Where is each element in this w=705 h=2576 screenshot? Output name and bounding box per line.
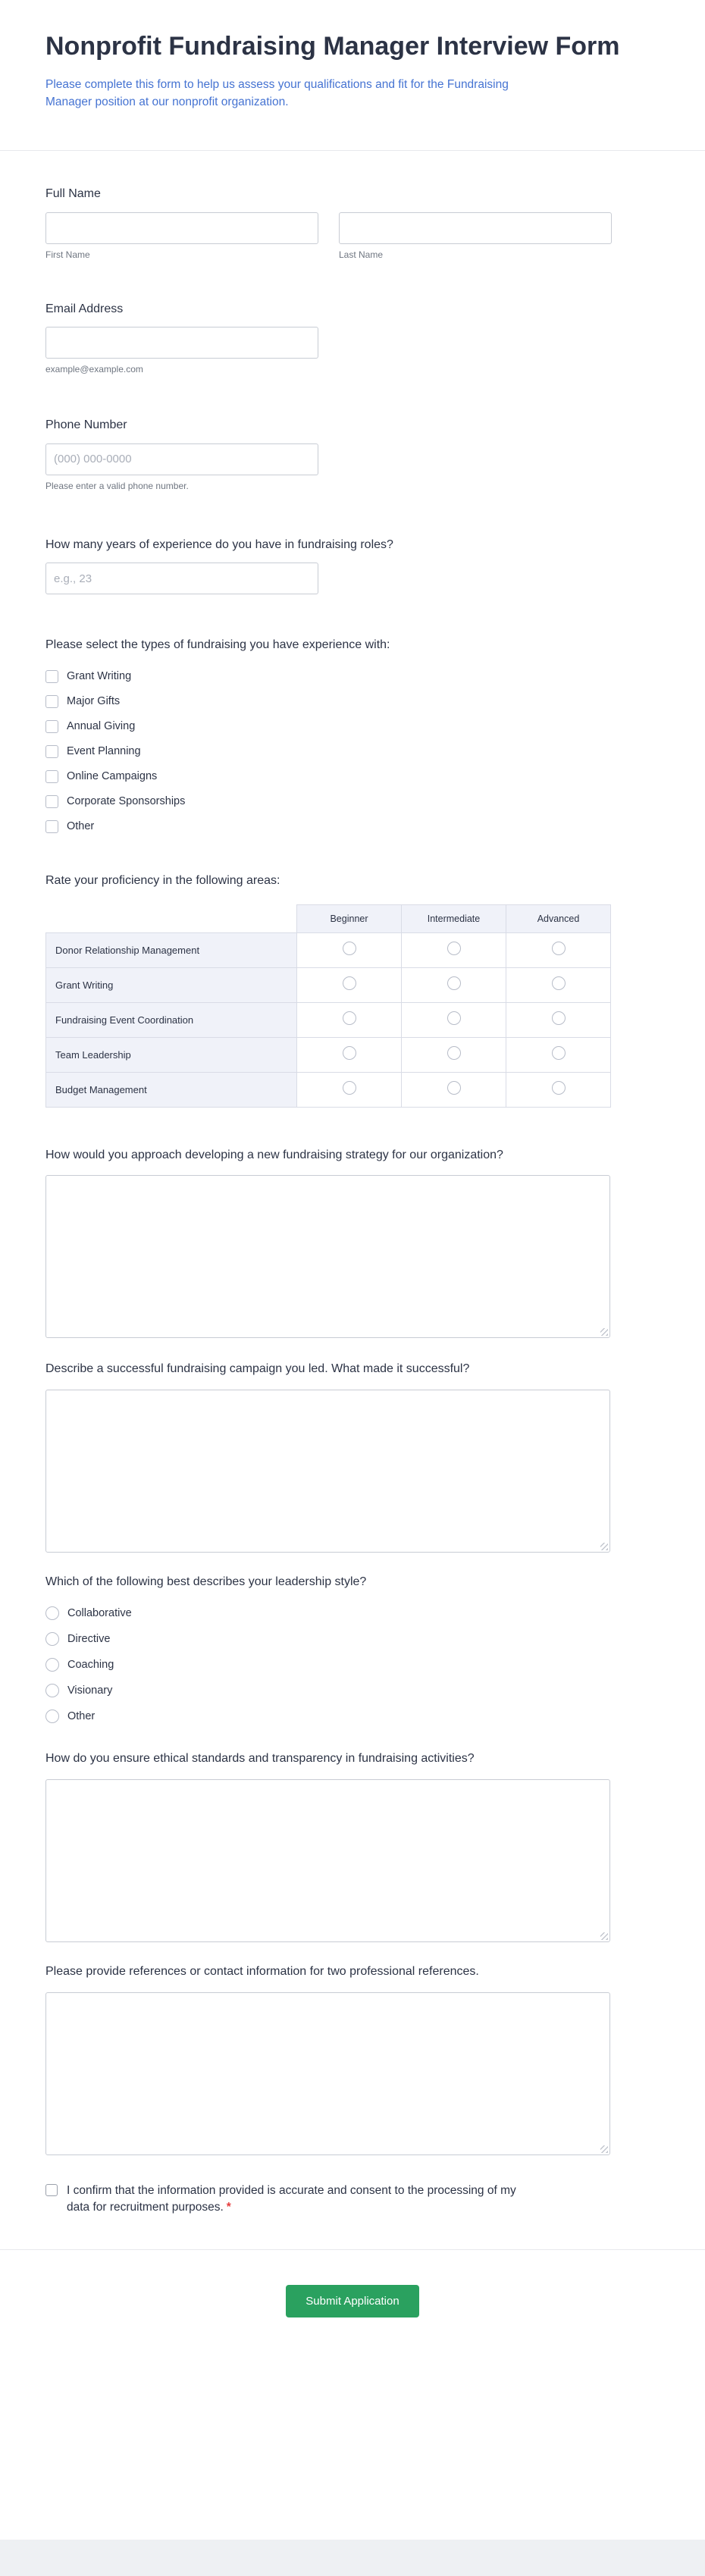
campaign-label: Describe a successful fundraising campaign you led. What made it successful? — [45, 1362, 470, 1376]
matrix-column-header: Beginner — [297, 904, 402, 932]
matrix-row — [46, 932, 611, 967]
consent-label: I confirm that the information provided is accurate and consent to the processing of my data for recruitment purposes. — [67, 2183, 516, 2214]
matrix-row — [46, 967, 611, 1002]
campaign-textarea[interactable] — [45, 1390, 610, 1553]
first-name-sublabel: First Name — [45, 249, 90, 260]
matrix-radio[interactable] — [447, 976, 461, 990]
matrix-row — [46, 1037, 611, 1072]
form-header — [0, 0, 705, 111]
checkbox-option-corporate-sponsorships[interactable] — [45, 789, 185, 814]
matrix-radio[interactable] — [447, 1011, 461, 1025]
experience-years-label: How many years of experience do you have in fundraising roles? — [45, 537, 393, 551]
field-references — [45, 1963, 660, 2155]
radio-option-other[interactable] — [45, 1703, 95, 1729]
email-label: Email Address — [45, 302, 124, 315]
checkbox[interactable] — [45, 795, 58, 808]
field-fundraising-types — [45, 637, 660, 839]
field-phone — [45, 417, 660, 491]
header-divider — [0, 150, 705, 151]
radio-option-label: Visionary — [67, 1684, 113, 1697]
radio-option-coaching[interactable] — [45, 1652, 114, 1678]
first-name-subfield — [45, 212, 318, 260]
email-input[interactable] — [45, 327, 318, 359]
matrix-radio[interactable] — [343, 1011, 356, 1025]
checkbox-option-label: Online Campaigns — [67, 770, 158, 783]
field-leadership-style — [45, 1574, 660, 1730]
phone-sublabel: Please enter a valid phone number. — [45, 480, 189, 491]
radio-option-label: Collaborative — [67, 1607, 132, 1620]
page-title: Nonprofit Fundraising Manager Interview Form — [45, 32, 620, 61]
matrix-row-label: Donor Relationship Management — [46, 932, 297, 967]
checkbox-option-label: Major Gifts — [67, 695, 121, 708]
checkbox-option-major-gifts[interactable] — [45, 689, 120, 714]
leadership-style-label: Which of the following best describes your leadership style? — [45, 1575, 367, 1588]
matrix-radio[interactable] — [552, 1081, 566, 1095]
radio[interactable] — [45, 1709, 59, 1723]
matrix-row-label: Grant Writing — [46, 967, 297, 1002]
form-subtitle: Please complete this form to help us assess your qualifications and fit for the Fundraising Manager position at our nonprofit organization. — [45, 77, 509, 108]
field-campaign — [45, 1361, 660, 1553]
radio[interactable] — [45, 1684, 59, 1697]
matrix-radio[interactable] — [552, 1011, 566, 1025]
matrix-row — [46, 1002, 611, 1037]
ethics-textarea[interactable] — [45, 1779, 610, 1942]
checkbox-option-grant-writing[interactable] — [45, 664, 131, 689]
submit-section — [0, 2249, 705, 2364]
references-textarea-wrap — [45, 1992, 610, 2155]
matrix-radio[interactable] — [343, 1081, 356, 1095]
radio[interactable] — [45, 1632, 59, 1646]
checkbox[interactable] — [45, 820, 58, 833]
consent-text — [67, 2183, 537, 2217]
form-body — [0, 186, 705, 2216]
field-full-name — [45, 186, 660, 260]
checkbox-option-other[interactable] — [45, 814, 94, 839]
field-strategy — [45, 1147, 660, 1339]
checkbox-option-label: Event Planning — [67, 745, 141, 758]
matrix-radio[interactable] — [552, 976, 566, 990]
radio-option-label: Other — [67, 1710, 96, 1723]
checkbox-option-event-planning[interactable] — [45, 739, 141, 764]
checkbox[interactable] — [45, 695, 58, 708]
matrix-corner-cell — [46, 904, 297, 932]
full-name-row — [45, 212, 660, 260]
checkbox-option-label: Grant Writing — [67, 670, 132, 683]
matrix-column-header: Intermediate — [402, 904, 506, 932]
matrix-row-label: Fundraising Event Coordination — [46, 1002, 297, 1037]
submit-button[interactable]: Submit Application — [286, 2285, 418, 2317]
consent-option[interactable] — [45, 2183, 576, 2217]
matrix-header-row — [46, 904, 611, 932]
fundraising-types-options — [45, 664, 660, 839]
references-label: Please provide references or contact information for two professional references. — [45, 1964, 479, 1978]
matrix-radio[interactable] — [343, 942, 356, 955]
radio-option-label: Directive — [67, 1633, 111, 1646]
last-name-sublabel: Last Name — [339, 249, 384, 260]
checkbox[interactable] — [45, 670, 58, 683]
references-textarea[interactable] — [45, 1992, 610, 2155]
checkbox-option-label: Corporate Sponsorships — [67, 795, 186, 808]
matrix-radio[interactable] — [447, 1081, 461, 1095]
ethics-textarea-wrap — [45, 1779, 610, 1942]
matrix-row — [46, 1072, 611, 1107]
checkbox-option-label: Other — [67, 820, 95, 833]
radio-option-directive[interactable] — [45, 1626, 110, 1652]
strategy-textarea-wrap — [45, 1175, 610, 1338]
radio-option-label: Coaching — [67, 1659, 114, 1672]
matrix-radio[interactable] — [447, 942, 461, 955]
checkbox[interactable] — [45, 720, 58, 733]
radio[interactable] — [45, 1658, 59, 1672]
full-name-label: Full Name — [45, 187, 101, 201]
matrix-radio[interactable] — [343, 1046, 356, 1060]
checkbox[interactable] — [45, 745, 58, 758]
required-asterisk: * — [226, 2201, 231, 2214]
radio-option-visionary[interactable] — [45, 1678, 112, 1703]
checkbox-option-label: Annual Giving — [67, 720, 136, 733]
matrix-radio[interactable] — [447, 1046, 461, 1060]
field-experience-years — [45, 537, 660, 595]
first-name-input[interactable] — [45, 212, 318, 244]
phone-input[interactable] — [45, 443, 318, 475]
ethics-label: How do you ensure ethical standards and transparency in fundraising activities? — [45, 1752, 475, 1766]
fundraising-types-label: Please select the types of fundraising you have experience with: — [45, 638, 390, 652]
field-ethics — [45, 1750, 660, 1942]
radio[interactable] — [45, 1606, 59, 1620]
field-proficiency-matrix — [45, 873, 660, 1108]
radio-option-collaborative[interactable] — [45, 1600, 132, 1626]
matrix-row-label: Team Leadership — [46, 1037, 297, 1072]
last-name-subfield — [339, 212, 612, 260]
field-consent — [45, 2183, 660, 2217]
matrix-radio[interactable] — [552, 1046, 566, 1060]
checkbox-option-online-campaigns[interactable] — [45, 764, 157, 789]
strategy-label: How would you approach developing a new fundraising strategy for our organization? — [45, 1148, 503, 1161]
checkbox-option-annual-giving[interactable] — [45, 714, 135, 739]
matrix-radio[interactable] — [343, 976, 356, 990]
checkbox[interactable] — [45, 770, 58, 783]
phone-label: Phone Number — [45, 418, 127, 432]
campaign-textarea-wrap — [45, 1390, 610, 1553]
proficiency-matrix-label: Rate your proficiency in the following areas: — [45, 873, 280, 887]
strategy-textarea[interactable] — [45, 1175, 610, 1338]
matrix-row-label: Budget Management — [46, 1072, 297, 1107]
matrix-column-header: Advanced — [506, 904, 611, 932]
proficiency-matrix-table — [45, 904, 611, 1108]
experience-years-input[interactable] — [45, 563, 318, 594]
matrix-radio[interactable] — [552, 942, 566, 955]
field-email — [45, 301, 660, 375]
leadership-style-options — [45, 1600, 660, 1729]
consent-checkbox[interactable] — [45, 2184, 58, 2196]
email-sublabel: example@example.com — [45, 364, 143, 375]
last-name-input[interactable] — [339, 212, 612, 244]
